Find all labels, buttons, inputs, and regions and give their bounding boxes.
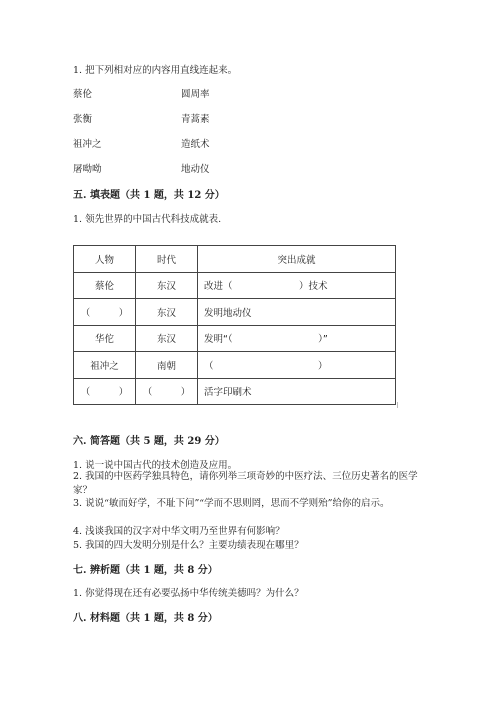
table-row [74, 272, 396, 299]
match-right-item: 青蒿素 [181, 114, 210, 125]
table-cell: （ ） [198, 352, 396, 379]
table-cell: （ ） [136, 378, 198, 405]
section-heading: 八. 材料题（共 1 题，共 8 分） [73, 613, 218, 624]
match-right-item: 造纸术 [181, 139, 210, 150]
table-cell: 蔡伦 [74, 272, 136, 299]
section-heading: 七. 辨析题（共 1 题，共 8 分） [73, 565, 218, 576]
table-cell: 活字印刷术 [198, 378, 396, 405]
match-left-item: 祖冲之 [73, 139, 102, 150]
question-item: 1. 说一说中国古代的技术创造及应用。 [73, 460, 238, 471]
match-right-item: 地动仪 [181, 164, 210, 175]
table-cell: 华佗 [74, 325, 136, 352]
question-item: 2. 我国的中医药学独具特色，请你列举三项奇妙的中医疗法、三位历史著名的医学家？ [73, 471, 418, 496]
table-edge-mark [397, 402, 398, 408]
table-header-cell: 突出成就 [198, 246, 396, 273]
table-cell: （ ） [74, 378, 136, 405]
table-cell: 东汉 [136, 325, 198, 352]
match-question: 1. 把下列相对应的内容用直线连起来。 [73, 65, 238, 76]
question-item: 5. 我国的四大发明分别是什么？主要功绩表现在哪里？ [73, 540, 304, 551]
table-row [74, 352, 396, 379]
table-question: 1. 领先世界的中国古代科技成就表. [73, 214, 222, 225]
table-cell: 发明“（ ）” [198, 325, 396, 352]
match-left-item: 蔡伦 [73, 89, 93, 100]
question-item: 1. 你觉得现在还有必要弘扬中华传统美德吗？为什么？ [73, 588, 304, 599]
table-header-cell: 时代 [136, 246, 198, 273]
table-cell: 南朝 [136, 352, 198, 379]
table-cell: 东汉 [136, 272, 198, 299]
table-header-cell: 人物 [74, 246, 136, 273]
match-left-item: 屠呦呦 [73, 164, 102, 175]
match-left-item: 张衡 [73, 114, 93, 125]
question-item: 4. 浅谈我国的汉字对中华文明乃至世界有何影响？ [73, 526, 285, 537]
section-heading: 六. 简答题（共 5 题，共 29 分） [73, 436, 225, 447]
table-cell: 发明地动仪 [198, 299, 396, 326]
question-item: 3. 说说“敏而好学，不耻下问”“学而不思则罔，思而不学则殆”给你的启示。 [73, 498, 390, 509]
section-heading: 五. 填表题（共 1 题，共 12 分） [73, 190, 225, 201]
table-header-row [74, 246, 396, 273]
achievement-table [73, 245, 396, 405]
table-row [74, 325, 396, 352]
table-cell: 东汉 [136, 299, 198, 326]
match-right-item: 圆周率 [181, 89, 210, 100]
table-row [74, 378, 396, 405]
table-cell: （ ） [74, 299, 136, 326]
table-cell: 祖冲之 [74, 352, 136, 379]
table-row [74, 299, 396, 326]
table-cell: 改进（ ）技术 [198, 272, 396, 299]
